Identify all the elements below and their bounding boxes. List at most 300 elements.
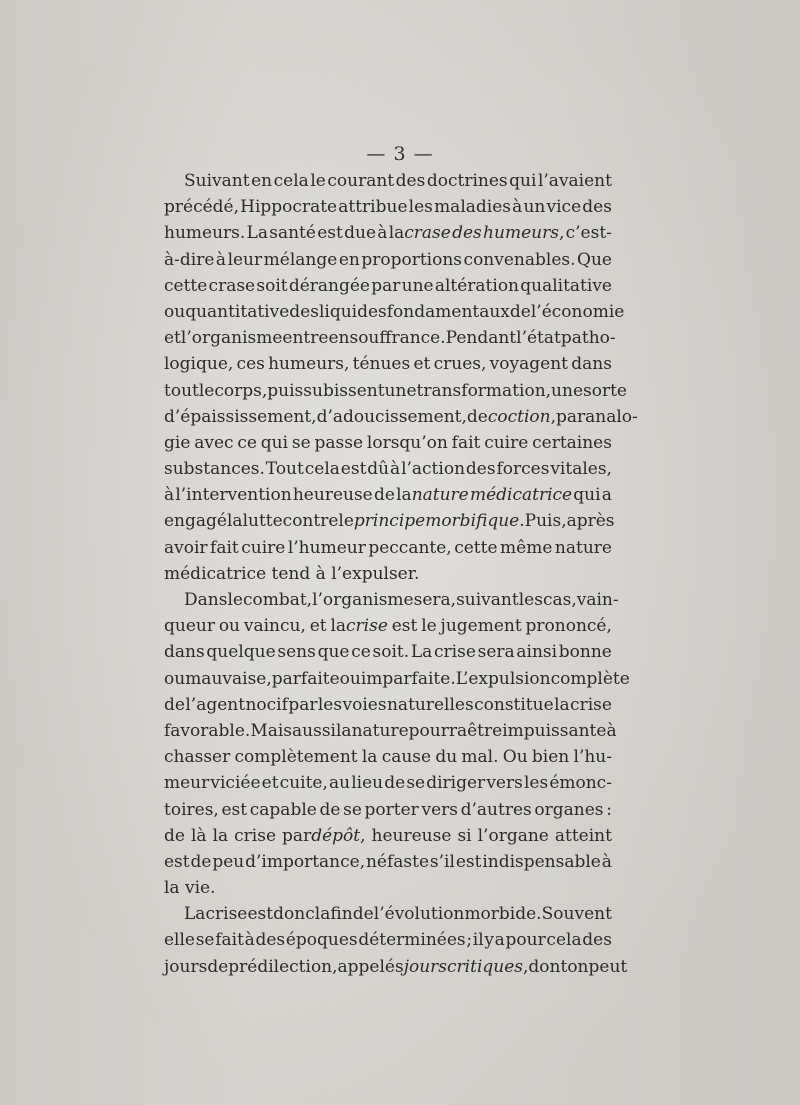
word (288, 692, 317, 718)
word (478, 823, 549, 849)
word (542, 901, 612, 927)
word (509, 168, 536, 194)
word (516, 639, 557, 665)
text-run: de (352, 904, 374, 925)
text-run: est (340, 459, 367, 480)
text-run: les (317, 694, 343, 715)
text-line (164, 692, 612, 718)
text-line (164, 823, 612, 849)
text-line (164, 194, 612, 220)
word (358, 927, 465, 953)
word (392, 613, 418, 639)
word (368, 535, 451, 561)
text-run: Hippocrate (240, 197, 338, 218)
text-run: fait (210, 537, 239, 558)
text-line (164, 587, 619, 613)
word (280, 770, 328, 796)
word (266, 456, 304, 482)
text-run: et (164, 328, 181, 349)
word (426, 770, 485, 796)
word (372, 823, 452, 849)
word (164, 954, 207, 980)
text-run: altération (434, 275, 520, 296)
word (214, 378, 267, 404)
word (361, 247, 462, 273)
text-run: les (408, 197, 433, 218)
text-run: de (466, 406, 488, 427)
text-run: cette (454, 537, 498, 558)
text-run: souffrance. (349, 328, 446, 349)
italic-text: morbifique (425, 511, 520, 532)
word (447, 954, 528, 980)
word (343, 692, 387, 718)
text-run: a (494, 930, 505, 951)
word (570, 692, 612, 718)
text-run: Mais (250, 720, 293, 741)
text-run: fait (215, 930, 244, 951)
word (567, 954, 588, 980)
word (434, 639, 476, 665)
word (282, 823, 365, 849)
word (602, 482, 612, 508)
text-run: est (317, 223, 343, 244)
text-run: cause (381, 747, 432, 768)
body-text (164, 168, 638, 980)
word (243, 508, 283, 534)
word (315, 430, 364, 456)
word (374, 901, 465, 927)
text-run: ce (237, 432, 257, 453)
text-run: peut (588, 956, 628, 977)
word (371, 273, 400, 299)
word (289, 299, 319, 325)
word (206, 639, 275, 665)
text-run: les (518, 590, 543, 610)
word (352, 718, 409, 744)
word (373, 639, 410, 665)
word (466, 456, 496, 482)
word (237, 351, 265, 377)
text-run: quelque (206, 642, 276, 663)
text-line (164, 927, 612, 953)
word (434, 351, 487, 377)
text-run: La (184, 904, 206, 925)
word (164, 666, 185, 692)
word (351, 770, 383, 796)
word (456, 587, 519, 613)
text-run: subissent (303, 380, 385, 401)
word (292, 430, 311, 456)
word (288, 535, 366, 561)
word (164, 797, 219, 823)
text-run: queur (164, 616, 215, 637)
text-run: de (207, 956, 229, 977)
word (240, 194, 337, 220)
text-run: ce (351, 642, 371, 663)
word (365, 797, 419, 823)
text-run: ou (339, 668, 361, 689)
word (406, 770, 425, 796)
text-run: et (261, 773, 279, 794)
italic-text: crise (346, 616, 388, 637)
text-run: Dans (184, 590, 228, 610)
text-run: Souvent (541, 904, 612, 925)
text-run: dans (164, 642, 205, 663)
text-line (164, 508, 615, 534)
word (500, 535, 552, 561)
word (267, 378, 303, 404)
word (319, 797, 340, 823)
text-run: : (606, 799, 612, 820)
text-run: capable (249, 799, 317, 820)
text-run: contre (282, 511, 339, 532)
text-run: humeurs. (164, 223, 246, 244)
word (523, 194, 545, 220)
text-run: se (406, 773, 426, 794)
word (367, 430, 448, 456)
text-run: précédé, (164, 197, 239, 218)
text-run: transformation, (416, 380, 552, 401)
text-run: par (555, 406, 586, 427)
word (554, 692, 570, 718)
word (466, 927, 472, 953)
word (413, 351, 430, 377)
text-run: meur (164, 773, 210, 794)
text-run: l’économie (530, 301, 625, 322)
word (255, 927, 285, 953)
word (237, 430, 257, 456)
text-run: ou (164, 301, 186, 322)
word (461, 797, 532, 823)
text-line (164, 849, 612, 875)
text-run: leur (227, 249, 263, 270)
word (213, 823, 229, 849)
word (516, 325, 561, 351)
text-run: L’expulsion (455, 668, 551, 689)
word (317, 404, 467, 430)
text-line (164, 168, 612, 194)
text-run: prédilection, (228, 956, 338, 977)
text-run: soit (256, 275, 288, 296)
word (555, 823, 612, 849)
text-run: l’évolution (373, 904, 465, 925)
word (250, 797, 317, 823)
text-run: , (523, 956, 529, 977)
word (292, 718, 336, 744)
text-run: crase (208, 275, 256, 296)
text-run: humeurs, (268, 354, 350, 375)
word (430, 849, 455, 875)
text-run: corps, (214, 380, 268, 401)
word (286, 927, 358, 953)
text-run: de (164, 825, 185, 846)
word (164, 482, 174, 508)
word (247, 901, 273, 927)
word (164, 823, 185, 849)
text-run: d’épaississement, (164, 406, 317, 427)
text-run: vice (546, 197, 582, 218)
word (526, 613, 612, 639)
text-run: jugement (440, 616, 522, 637)
word (577, 587, 619, 613)
text-run: à (512, 197, 523, 218)
word (164, 927, 195, 953)
text-run: ou (164, 668, 186, 689)
text-run: en (251, 171, 273, 191)
word (452, 220, 482, 246)
text-run: l’état (516, 328, 561, 349)
word (164, 639, 205, 665)
word (164, 351, 233, 377)
word (561, 325, 616, 351)
word (227, 587, 243, 613)
text-run: d’autres (460, 799, 532, 820)
text-run: suivant (456, 590, 519, 610)
text-run: heureuse (292, 485, 373, 506)
word (274, 168, 309, 194)
word (470, 482, 572, 508)
text-run: après (566, 511, 615, 532)
word (556, 404, 585, 430)
word (212, 849, 244, 875)
word (234, 823, 276, 849)
text-run: le (310, 171, 326, 191)
word (336, 718, 352, 744)
text-run: sorte (583, 380, 627, 401)
word (329, 770, 350, 796)
text-run: être (467, 720, 503, 741)
word (164, 325, 181, 351)
text-run: sens (277, 642, 316, 663)
text-run: dans (571, 354, 612, 375)
text-run: qui (260, 432, 289, 453)
text-line (164, 351, 612, 377)
word (464, 247, 576, 273)
italic-text: critiques (447, 956, 523, 977)
text-run: dû (367, 459, 390, 480)
italic-text: crase (404, 223, 451, 244)
text-run: gie (164, 432, 191, 453)
word (461, 744, 498, 770)
text-run: elle (164, 930, 195, 951)
text-run: l’organisme (180, 328, 283, 349)
text-run: sera (477, 642, 515, 663)
word (164, 220, 245, 246)
word (583, 378, 627, 404)
word (582, 194, 612, 220)
word (338, 508, 425, 534)
word (164, 849, 190, 875)
text-run: peccante, (368, 537, 452, 558)
word (328, 325, 349, 351)
word (524, 770, 548, 796)
word (484, 430, 528, 456)
word (574, 744, 612, 770)
word (206, 901, 248, 927)
text-run: certaines (532, 432, 612, 453)
word (473, 927, 484, 953)
italic-text: humeurs (483, 223, 559, 244)
text-run: impuissante (502, 720, 607, 741)
word (402, 273, 434, 299)
text-run: des (395, 171, 426, 191)
word (251, 168, 272, 194)
text-run: imparfaite. (360, 668, 456, 689)
text-run: la (396, 485, 412, 506)
text-run: que (317, 642, 350, 663)
text-run: l’action (401, 459, 466, 480)
text-run: mauvaise, (185, 668, 272, 689)
text-run: à (244, 930, 255, 951)
text-run: engagé (164, 511, 227, 532)
text-run: passe (314, 432, 364, 453)
text-run: dérangée (288, 275, 370, 296)
word (283, 508, 339, 534)
text-line (164, 797, 612, 823)
word (452, 430, 481, 456)
word (268, 351, 349, 377)
text-run: atteint (554, 825, 612, 846)
word (409, 718, 467, 744)
italic-text: des (452, 223, 482, 244)
word (338, 194, 407, 220)
text-run: une (551, 380, 584, 401)
word (245, 849, 365, 875)
text-run: un (523, 197, 546, 218)
text-run: l’organe (477, 825, 549, 846)
word (164, 613, 215, 639)
text-run: tout (164, 380, 199, 401)
text-run: . (519, 511, 525, 532)
word (566, 220, 612, 246)
text-run: fin (330, 904, 353, 925)
word (467, 718, 502, 744)
word (532, 430, 612, 456)
text-run: nature (351, 720, 409, 741)
word (235, 744, 358, 770)
word (330, 901, 352, 927)
word (181, 325, 283, 351)
word (207, 954, 228, 980)
word (490, 351, 568, 377)
text-run: est (391, 616, 418, 637)
text-run: crise (434, 642, 476, 663)
text-run: la vie. (164, 878, 216, 899)
text-run: cuire (484, 432, 529, 453)
word (244, 613, 306, 639)
word (495, 927, 505, 953)
text-run: , (550, 406, 556, 427)
text-run: à (215, 249, 227, 270)
word (559, 639, 612, 665)
text-run: de (319, 799, 341, 820)
text-run: des (582, 930, 612, 951)
italic-text: médicatrice (469, 485, 573, 506)
word (210, 535, 239, 561)
text-run: lutte (242, 511, 283, 532)
text-run: santé (269, 223, 316, 244)
text-run: néfaste (365, 851, 430, 872)
text-run: La (246, 223, 268, 244)
italic-text: coction (487, 406, 551, 427)
text-run: heureuse (371, 825, 452, 846)
text-run: pourra (408, 720, 468, 741)
text-run: qualitative (520, 275, 612, 296)
word (512, 194, 522, 220)
text-run: dont (528, 956, 568, 977)
text-run: une (401, 275, 434, 296)
word (414, 587, 456, 613)
word (546, 927, 581, 953)
text-line (164, 718, 617, 744)
text-run: par (288, 694, 318, 715)
word (538, 168, 612, 194)
text-run: est (164, 851, 190, 872)
word (549, 770, 612, 796)
word (221, 797, 247, 823)
word (532, 744, 569, 770)
text-run: voies (342, 694, 387, 715)
word (338, 954, 448, 980)
text-run: logique, (164, 354, 234, 375)
word (164, 692, 185, 718)
word (411, 639, 432, 665)
word (582, 927, 612, 953)
word (525, 508, 567, 534)
text-line (164, 299, 625, 325)
word (396, 168, 426, 194)
word (484, 927, 494, 953)
text-run: viciée (210, 773, 261, 794)
text-run: on (567, 956, 589, 977)
text-run: entre (282, 328, 329, 349)
word (164, 456, 265, 482)
text-run: peu (212, 851, 245, 872)
text-run: lorsqu’on (366, 432, 448, 453)
text-run: due (344, 223, 377, 244)
text-run: la (388, 223, 405, 244)
word (519, 587, 543, 613)
word (245, 927, 255, 953)
text-run: et (309, 616, 327, 637)
word (219, 613, 240, 639)
word (318, 692, 342, 718)
word (318, 639, 350, 665)
text-run: la (226, 511, 243, 532)
text-run: du (435, 747, 458, 768)
text-run: l’agent (185, 694, 246, 715)
text-line (164, 273, 612, 299)
text-line (164, 404, 638, 430)
word (349, 325, 445, 351)
text-run: aussi (292, 720, 336, 741)
word (319, 299, 387, 325)
text-run: vers (486, 773, 523, 794)
text-run: forces (496, 459, 550, 480)
text-run: analo- (585, 406, 638, 427)
word (303, 378, 384, 404)
word (577, 247, 612, 273)
word (421, 613, 437, 639)
word (441, 613, 522, 639)
word (341, 456, 367, 482)
text-run: bonne (558, 642, 612, 663)
text-run: liquides (318, 301, 387, 322)
text-line (164, 430, 612, 456)
word (390, 456, 400, 482)
text-run: cela (273, 171, 309, 191)
text-run: quantitative (185, 301, 290, 322)
